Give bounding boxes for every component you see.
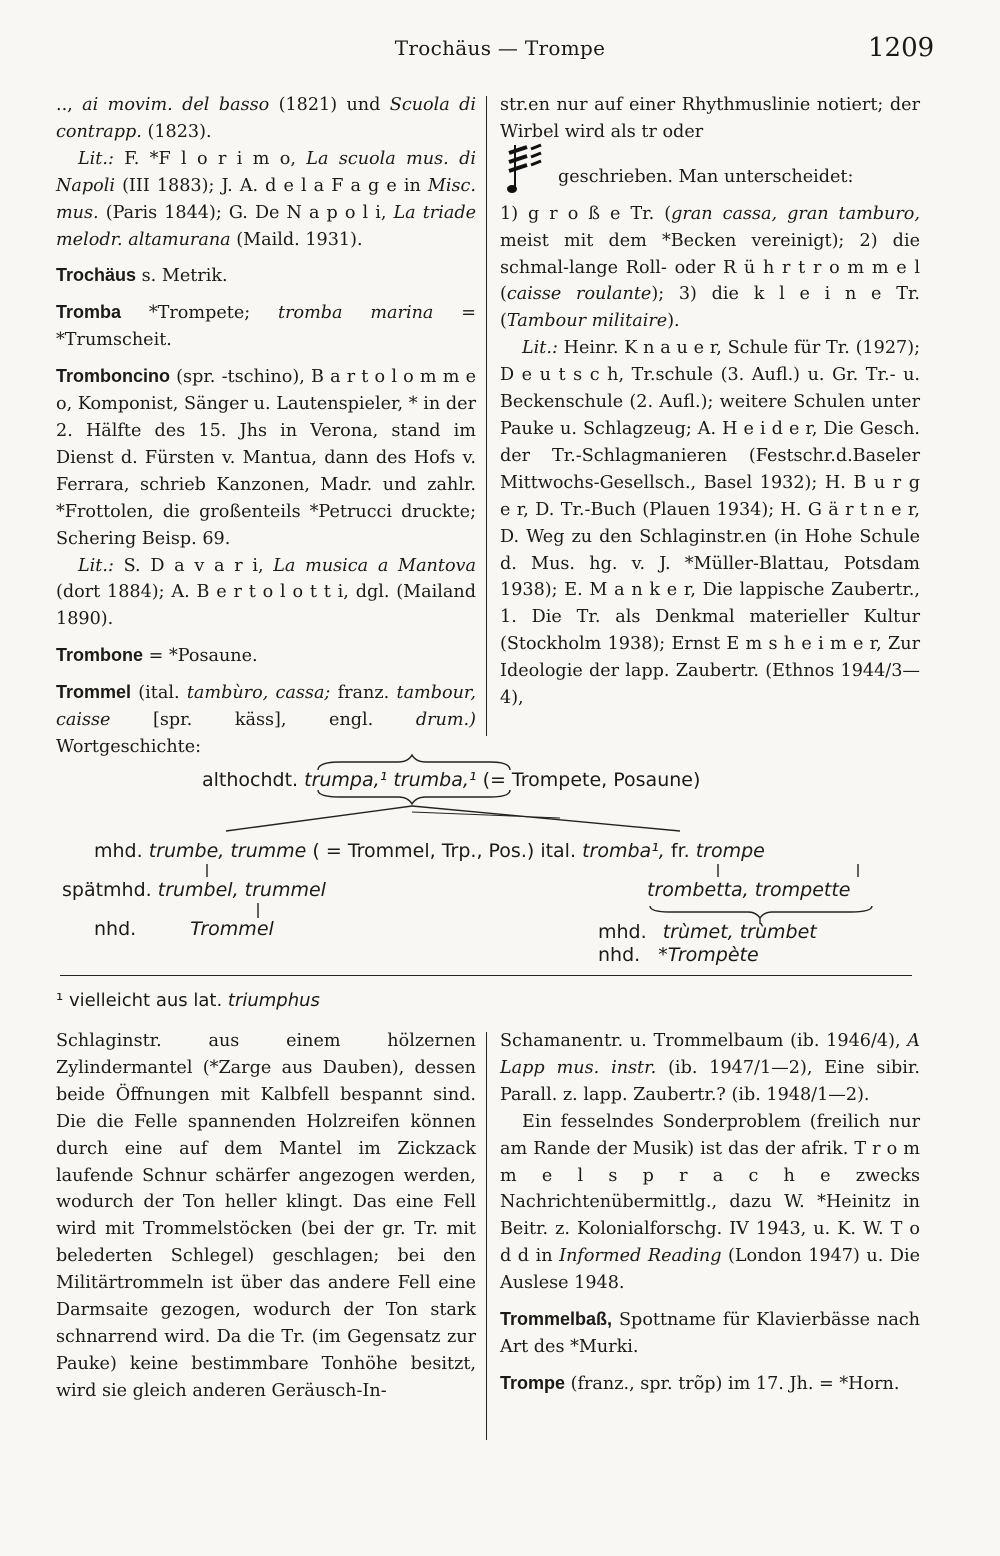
literature-florimo: Lit.: F. *F l o r i m o, La scuola mus. di Napoli (III 1883); J. A. d e l a F a g e in Misc. mus. (Paris 1844); G. De N a p o l i, La triade melodr. altamurana (Maild. 1931).: [56, 148, 476, 250]
headword: Trombone: [56, 645, 144, 666]
headword: Trochäus: [56, 265, 137, 286]
entry-trochaeus: Trochäus s. Metrik.: [56, 265, 228, 287]
trommel-notation-text-2: geschrieben. Man unterscheidet:: [558, 166, 854, 187]
page-number: 1209: [868, 33, 935, 63]
trommel-literature: Lit.: Heinr. K n a u e r, Schule für Tr. (1927); D e u t s c h, Tr.schule (3. Aufl.) u. Gr. Tr.- u. Beckenschule (2. Aufl.); weitere Schulen unter Pauke u. Schlagzeug; A. H e i d e r, Die Gesch. der Tr.-Schlagmanieren (Festschr.d.Baseler Mittwochs-Gesellsch., Basel 1932); H. B u r g e r, D. Tr.-Buch (Plauen 1934); H. G ä r t n e r, D. Weg zu den Schlaginstr.en (in Hohe Schule d. Mus. hg. v. J. *Müller-Blattau, Potsdam 1938); E. M a n k e r, Die lappische Zaubertr., 1. Die Tr. als Denkmal materieller Kultur (Stockholm 1938); Ernst E m s h e i m e r, Zur Ideologie der lapp. Zaubertr. (Ethnos 1944/3—4),: [500, 338, 920, 709]
spaetmhd-label: spätmhd.: [62, 879, 152, 901]
spaetmhd-forms: trumbel, trummel: [157, 879, 326, 901]
diminutive-forms: trombetta, trompette: [647, 879, 851, 901]
entry-trombone: Trombone = *Posaune.: [56, 645, 258, 667]
entry-trompe: Trompe (franz., spr. trõp) im 17. Jh. = *Horn.: [500, 1372, 900, 1394]
header-title: Trochäus — Trompe: [394, 36, 606, 60]
fr-form: trompe: [695, 840, 765, 862]
literature-davari: Lit.: S. D a v a r i, La musica a Mantova (dort 1884); A. B e r t o l o t t i, dgl. (Mailand 1890).: [56, 555, 476, 630]
trommel-types: 1) g r o ß e Tr. (gran cassa, gran tamburo, meist mit dem *Becken vereinigt); 2) die schmal-lange Roll- oder R ü h r t r o m m e l (caisse roulante); 3) die k l e i n e Tr. (Tambour militaire).: [500, 203, 921, 332]
mhd-label: mhd.: [94, 840, 143, 862]
entry-tromboncino: Tromboncino (spr. -tschino), B a r t o l o m m e o, Komponist, Sänger u. Lautenspieler, * in der 2. Hälfte des 15. Jhs in Verona, stand im Dienst d. Fürsten v. Mantua, dann des Hofs v. Ferrara, schrieb Kanzonen, Madr. und zahlr. *Frottolen, die großenteils *Petrucci druckte; Schering Beisp. 69.: [56, 366, 476, 549]
entry-continuation: .., ai movim. del basso (1821) und Scuola di contrapp. (1823).: [56, 95, 476, 142]
nhd2-label: nhd.: [598, 944, 641, 966]
footnote-text: vielleicht aus lat.: [63, 990, 228, 1011]
footnote-mark: ¹: [56, 990, 64, 1011]
ahd-label: althochdt.: [202, 769, 299, 791]
column-left-bottom: [56, 1028, 476, 1405]
ahd-gloss: (= Trompete, Posaune): [482, 769, 701, 791]
ahd-brace-bottom: [318, 790, 510, 804]
trommel-literature-cont: Schamanentr. u. Trommelbaum (ib. 1946/4), A Lapp mus. instr. (ib. 1947/1—2), Eine sibir. Parall. z. lapp. Zaubertr.? (ib. 1948/1—2).: [500, 1031, 920, 1105]
mhd2-forms: trùmet, trùmbet: [662, 921, 817, 943]
mhd-gloss: ( = Trommel, Trp., Pos.) ital.: [312, 840, 577, 862]
ital-form: tromba¹,: [582, 840, 665, 862]
footnote: [56, 990, 320, 1011]
branch-line-left: [226, 806, 412, 831]
nhd2-form: *Trompète: [658, 944, 759, 966]
mhd-forms: trumbe, trumme: [148, 840, 307, 862]
headword: Trommel: [56, 682, 132, 703]
trommel-notation-text: str.en nur auf einer Rhythmuslinie notiert; der Wirbel wird als tr oder: [500, 95, 920, 142]
entry-trommelbass: Trommelbaß, Spottname für Klavierbässe nach Art des *Murki.: [500, 1309, 920, 1357]
mhd2-label: mhd.: [598, 921, 647, 943]
headword: Trommelbaß,: [500, 1309, 613, 1330]
column-right-bottom: [500, 1028, 920, 1398]
entry-trommel: Trommel (ital. tambùro, cassa; franz. tambour, caisse [spr. käss], engl. drum.) Wortgeschichte:: [56, 682, 476, 757]
nhd-label: nhd.: [94, 918, 137, 940]
headword: Trompe: [500, 1372, 566, 1393]
column-divider-bottom: [486, 1032, 487, 1440]
ahd-brace-top: [318, 755, 510, 770]
trommelsprache-paragraph: Ein fesselndes Sonderproblem (freilich nur am Rande der Musik) ist das der afrik. T r o m m e l s p r a c h e zwecks Nachrichtenübermittlg., dazu W. *Heinitz in Beitr. z. Kolonialforschg. IV 1943, u. K. W. T o d d in Informed Reading (London 1947) u. Die Auslese 1948.: [500, 1111, 920, 1294]
fr-label: fr.: [670, 840, 690, 862]
headword: Tromba: [56, 302, 122, 323]
trommel-description: Schlaginstr. aus einem hölzernen Zylindermantel (*Zarge aus Dauben), dessen beide Öffnungen mit Kalbfell bespannt sind. Die die Felle spannenden Holzreifen können durch eine auf dem Mantel im Zickzack laufende Schnur schärfer angezogen werden, wodurch der Ton heller klingt. Das eine Fell wird mit Trommelstöcken (bei der gr. Tr. mit belederten Schlegel) geschlagen; bei den Militärtrommeln ist über das andere Fell eine Darmsaite gezogen, wodurch der Ton stark schnarrend wird. Da die Tr. (im Gegensatz zur Pauke) keine bestimmbare Tonhöhe besitzt, wird sie gleich anderen Geräusch-In-: [56, 1031, 476, 1401]
diminutive-brace: [650, 906, 872, 918]
ahd-forms: trumpa,¹ trumba,¹: [304, 769, 477, 791]
headword: Tromboncino: [56, 366, 170, 387]
footnote-rule: [60, 975, 912, 976]
footnote-italic: triumphus: [227, 990, 320, 1011]
nhd-form: Trommel: [190, 918, 274, 940]
branch-line-right: [412, 806, 680, 831]
entry-tromba: Tromba *Trompete; tromba marina = *Trumscheit.: [56, 302, 476, 351]
